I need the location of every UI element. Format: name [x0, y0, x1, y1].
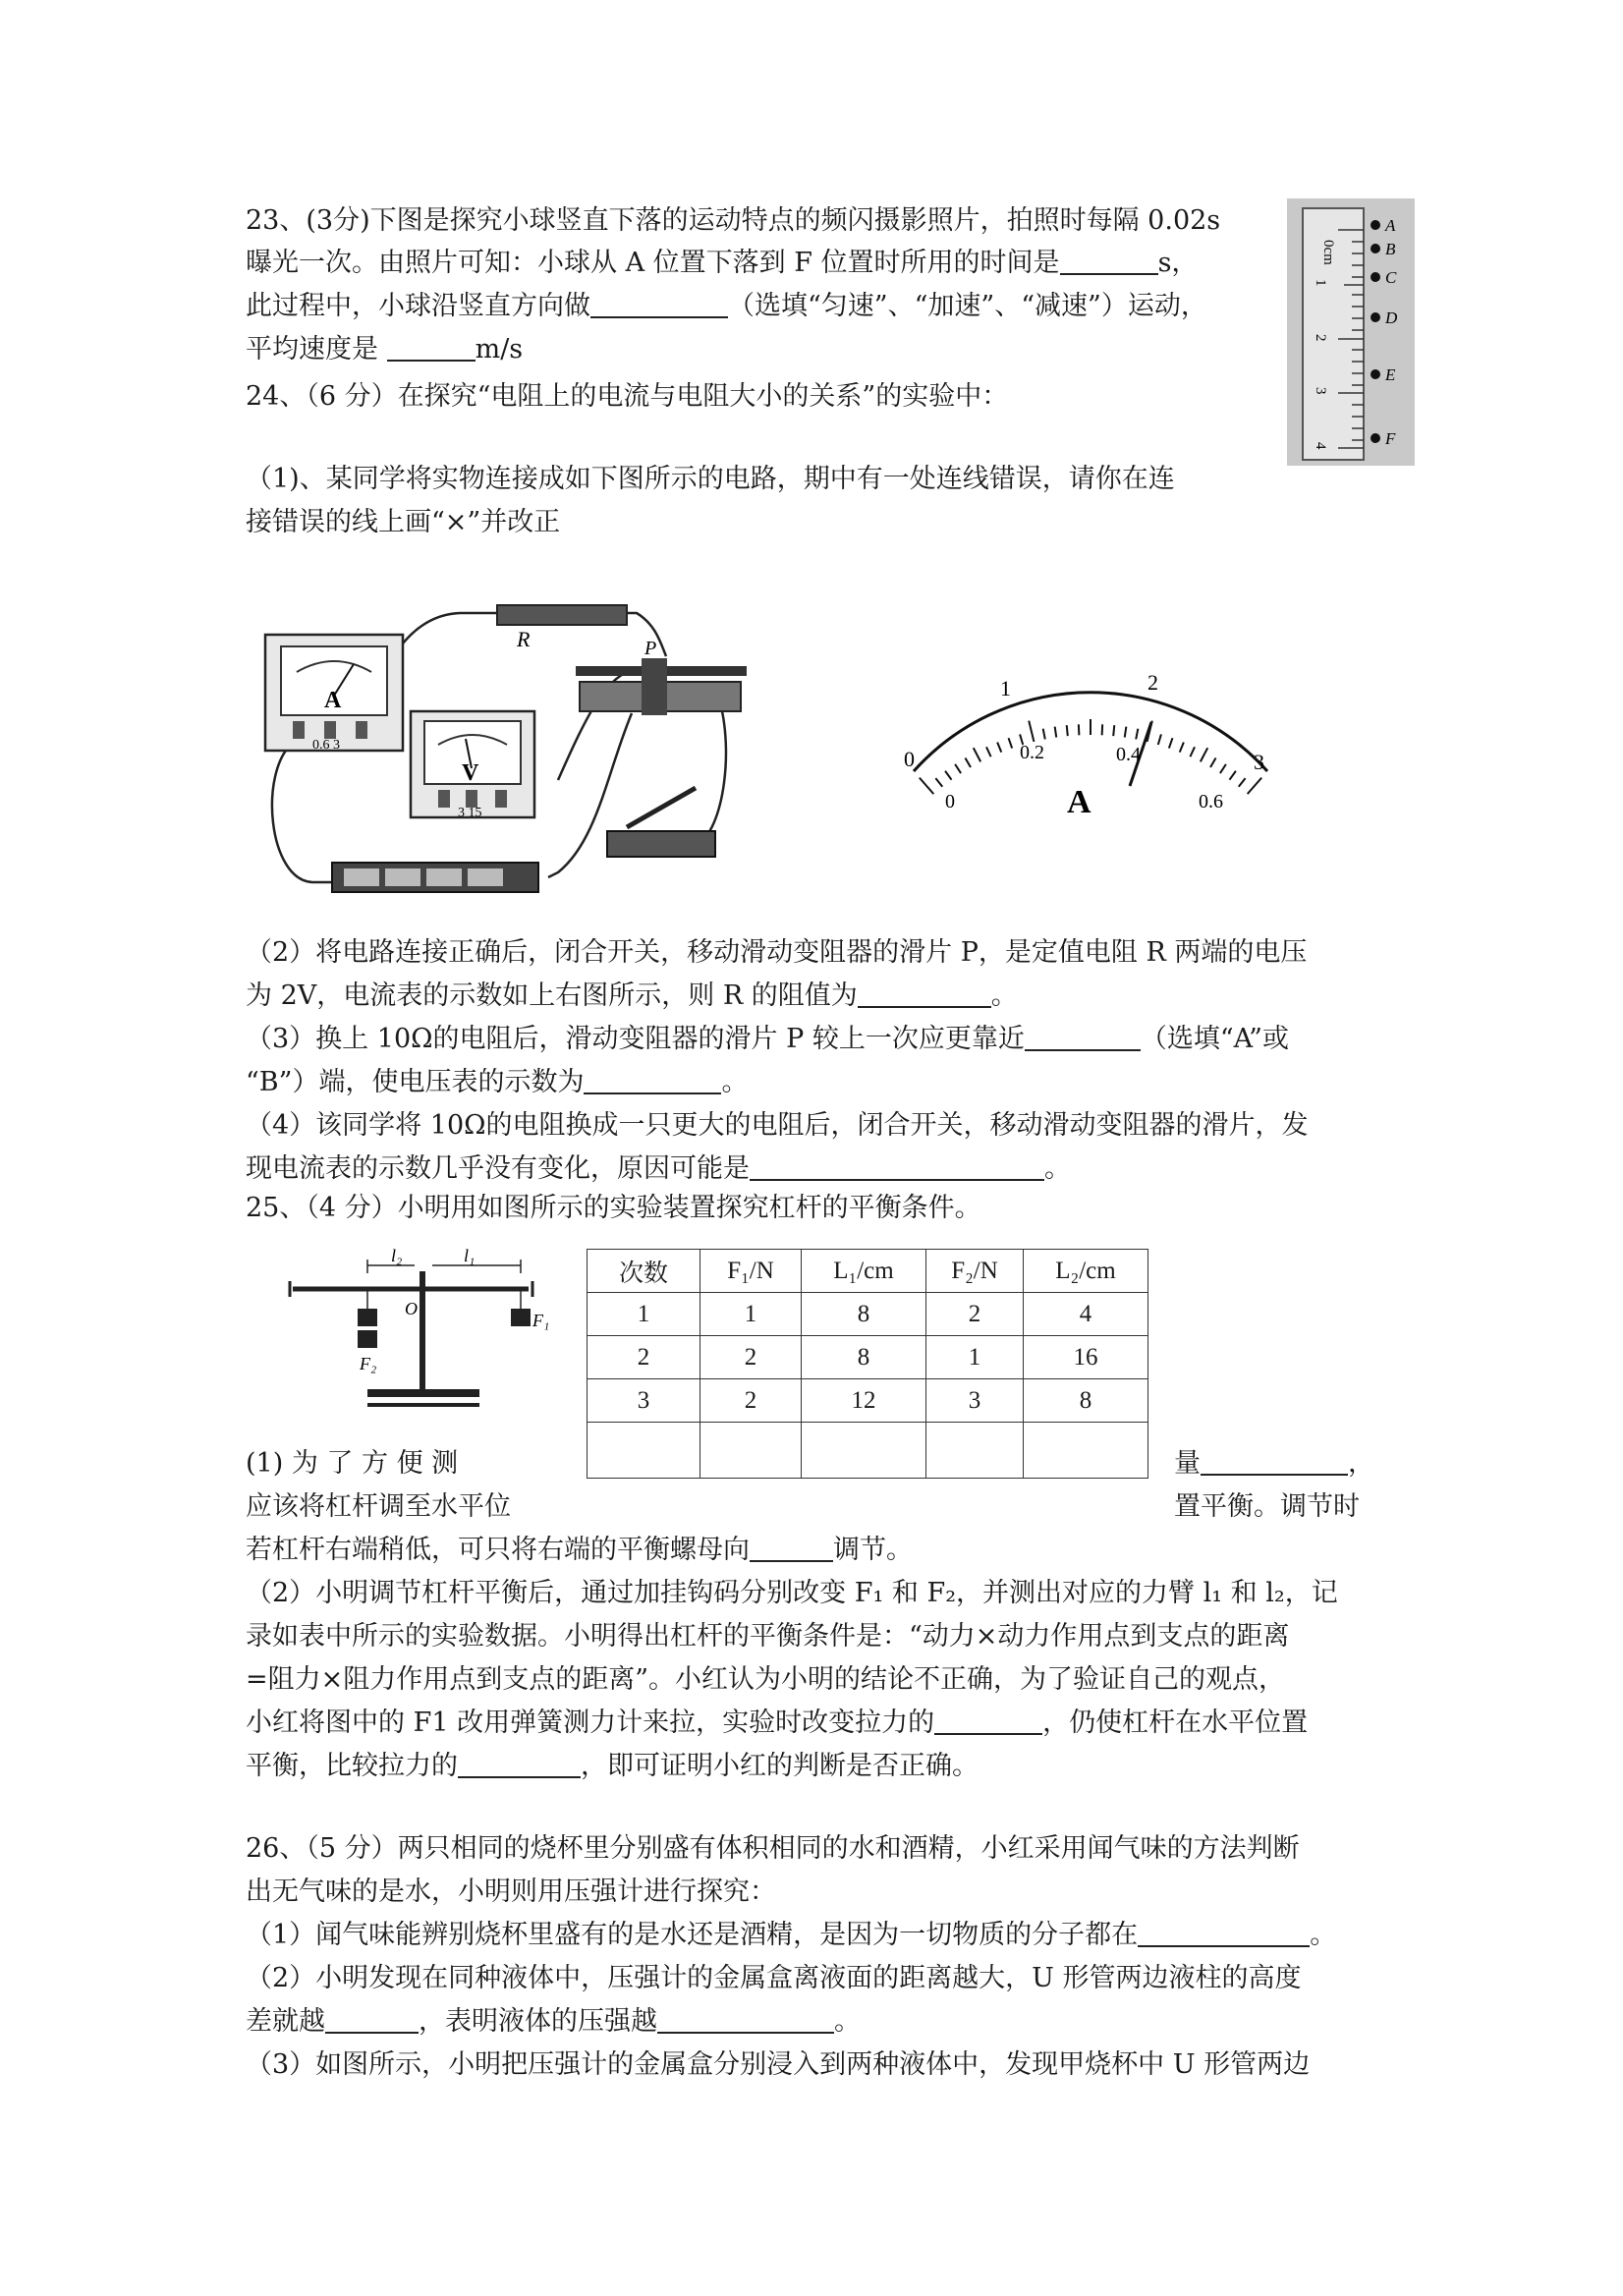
q23-line-4-text: 平均速度是 — [246, 334, 387, 364]
q25-measure-blank[interactable] — [1201, 1444, 1348, 1476]
dial-outer-0: 0 — [945, 791, 955, 812]
dial-drawing — [914, 693, 1267, 794]
q23-line-4-unit: m/s — [475, 334, 524, 364]
dial-tick — [974, 748, 980, 761]
dial-tick — [945, 771, 951, 780]
q25-p2-line-4-text: 小红将图中的 F1 改用弹簧测力计来拉，实验时改变拉力的 — [246, 1708, 935, 1738]
q24-direction-blank[interactable] — [1025, 1020, 1141, 1051]
q26-p1 — [246, 1916, 1336, 1955]
dial-tick — [1180, 742, 1184, 752]
q23-line-3 — [246, 287, 1207, 326]
table-cell: 1 — [926, 1336, 1024, 1379]
dial-tick — [1220, 764, 1226, 773]
dial-tick — [1210, 758, 1216, 767]
strobe-ruler-figure — [1287, 198, 1415, 466]
table-cell: 4 — [1024, 1293, 1148, 1336]
q23-line-2-text: 曝光一次。由照片可知：小球从 A 位置下落到 F 位置时所用的时间是 — [246, 248, 1060, 278]
dial-upper-1: 1 — [1000, 676, 1011, 700]
dial-inner-0-4: 0.4 — [1116, 744, 1141, 765]
ammeter-label: A — [324, 688, 342, 713]
dial-tick — [965, 758, 971, 767]
table-row — [588, 1293, 1148, 1336]
table-cell-empty — [802, 1423, 926, 1479]
dial-tick — [1190, 747, 1195, 756]
q23-line-3-text: 此过程中，小球沿竖直方向做 — [246, 291, 590, 321]
table-cell: 16 — [1024, 1336, 1148, 1379]
circuit-figure — [263, 595, 755, 902]
table-header-row — [588, 1250, 1148, 1293]
ball-label-b: B — [1385, 240, 1396, 258]
q26-p2-line-2-text: 差就越 — [246, 2006, 325, 2037]
q23-line-1: 23、(3分)下图是探究小球竖直下落的运动特点的频闪摄影照片，拍照时每隔 0.02s — [246, 205, 1221, 236]
ball-label-e: E — [1385, 365, 1396, 384]
q25-p2-line-3: =阻力×阻力作用点到支点的距离”。小红认为小明的结论不正确，为了验证自己的观点， — [246, 1664, 1286, 1695]
q25-p2-line-4 — [246, 1704, 1308, 1743]
q26-p1-text: （1）闻气味能辨别烧杯里盛有的是水还是酒精，是因为一切物质的分子都在 — [246, 1920, 1139, 1950]
ruler-tick-4: 4 — [1313, 442, 1328, 450]
dial-tick — [1201, 748, 1207, 761]
dial-tick — [1055, 727, 1057, 738]
q24-resistance-blank[interactable] — [858, 977, 991, 1008]
q24-line-2: （1)、某同学将实物连接成如下图所示的电路，期中有一处连线错误，请你在连 — [246, 464, 1175, 494]
ruler-cm-label: 0cm — [1320, 240, 1336, 265]
switch-lever — [627, 788, 696, 827]
q24-p2-line-2-end: 。 — [990, 980, 1018, 1011]
dial-tick — [1067, 725, 1068, 736]
weights — [358, 1309, 531, 1348]
table-cell: 1 — [700, 1293, 802, 1336]
q24-p3-line-1 — [246, 1020, 1289, 1059]
voltmeter-terminals: 3 15 — [458, 806, 482, 820]
q24-p4-line-1: （4）该同学将 10Ω的电阻换成一只更大的电阻后，闭合开关，移动滑动变阻器的滑片，发 — [246, 1110, 1309, 1141]
q25-p1-left-2: 应该将杠杆调至水平位 — [246, 1491, 511, 1522]
dial-tick — [1043, 729, 1045, 740]
q24-p4-line-2-text: 现电流表的示数几乎没有变化，原因可能是 — [246, 1153, 750, 1184]
dial-tick — [997, 742, 1001, 752]
table-cell: 8 — [1024, 1379, 1148, 1423]
dial-tick — [1009, 738, 1013, 748]
q23-time-blank[interactable] — [1060, 244, 1158, 275]
table-row — [588, 1379, 1148, 1423]
table-header: F₁/N — [700, 1250, 802, 1293]
dial-tick — [1136, 729, 1138, 740]
dial-tick — [1239, 778, 1246, 787]
q25-p1-line-3 — [246, 1531, 913, 1570]
q23-line-4 — [246, 330, 523, 369]
table-cell: 2 — [700, 1336, 802, 1379]
dial-tick — [1113, 725, 1114, 736]
q23-line-2 — [246, 244, 1198, 283]
q23-line-3-options: （选填“匀速”、“加速”、“减速”）运动， — [728, 291, 1207, 321]
q26-p3-line-1: （3）如图所示，小明把压强计的金属盒分别浸入到两种液体中，发现甲烧杯中 U 形管两边 — [246, 2049, 1311, 2080]
q24-p3-line-2-end: 。 — [721, 1067, 749, 1097]
q26-p2-line-2 — [246, 2002, 861, 2042]
q25-line-1: 25、（4 分）小明用如图所示的实验装置探究杠杆的平衡条件。 — [246, 1193, 981, 1223]
q25-p1-right-1-text: 量 — [1174, 1448, 1201, 1479]
q25-direction-blank[interactable] — [750, 1531, 833, 1562]
table-cell: 2 — [588, 1336, 700, 1379]
table-cell-empty — [588, 1423, 700, 1479]
q23-motion-blank[interactable] — [590, 287, 728, 318]
ammeter-terminals: 0.6 3 — [312, 738, 340, 753]
lever-data-table — [587, 1249, 1148, 1479]
q24-line-1: 24、（6 分）在探究“电阻上的电流与电阻大小的关系”的实验中： — [246, 381, 1009, 412]
q24-line-3: 接错误的线上画“×”并改正 — [246, 507, 561, 537]
q24-p3-line-2 — [246, 1063, 748, 1102]
q25-p2-line-5 — [246, 1747, 979, 1786]
q24-reason-blank[interactable] — [750, 1149, 1044, 1181]
table-header: F₂/N — [926, 1250, 1024, 1293]
q26-line-1: 26、（5 分）两只相同的烧杯里分别盛有体积相同的水和酒精，小红采用闻气味的方法判断 — [246, 1833, 1300, 1864]
q24-p3-line-1-text: （3）换上 10Ω的电阻后，滑动变阻器的滑片 P 较上一次应更靠近 — [246, 1024, 1025, 1054]
dial-upper-3: 3 — [1254, 750, 1264, 774]
q25-force-compare-blank[interactable] — [458, 1747, 581, 1778]
q25-p2-line-1: （2）小明调节杠杆平衡后，通过加挂钩码分别改变 F₁ 和 F₂，并测出对应的力臂 l₁ 和 l₂，记 — [246, 1578, 1338, 1608]
dial-upper-2: 2 — [1147, 670, 1158, 695]
q24-p4-line-2-end: 。 — [1044, 1153, 1071, 1184]
dial-tick — [1125, 727, 1127, 738]
q23-speed-blank[interactable] — [387, 330, 476, 362]
table-cell: 8 — [802, 1336, 926, 1379]
table-cell: 2 — [700, 1379, 802, 1423]
switch-base — [607, 831, 715, 857]
dial-tick — [1029, 721, 1034, 742]
q25-p2-line-5-text: 平衡，比较拉力的 — [246, 1751, 458, 1781]
lever-figure — [285, 1248, 550, 1417]
dial-tick — [1169, 738, 1173, 748]
table-cell-empty — [926, 1423, 1024, 1479]
q25-p1-line-3-end: 调节。 — [833, 1535, 913, 1565]
q25-p1-line-3-text: 若杠杆右端稍低，可只将右端的平衡螺母向 — [246, 1535, 750, 1565]
table-cell: 3 — [926, 1379, 1024, 1423]
table-cell-empty — [1024, 1423, 1148, 1479]
rheostat-slider — [642, 658, 667, 715]
q24-p2-line-2 — [246, 977, 1018, 1016]
lever-l1-label: l₁ — [464, 1248, 476, 1265]
dial-tick — [1102, 724, 1103, 735]
q26-p2-line-2-mid: ，表明液体的压强越 — [419, 2006, 657, 2037]
q26-molecule-blank[interactable] — [1138, 1916, 1310, 1947]
ruler-tick-3: 3 — [1313, 387, 1328, 395]
table-row — [588, 1336, 1148, 1379]
dial-tick — [1079, 724, 1080, 735]
q24-p2-line-2-text: 为 2V，电流表的示数如上右图所示，则 R 的阻值为 — [246, 980, 858, 1011]
lever-l2-label: l₂ — [391, 1248, 403, 1265]
table-empty-row — [588, 1423, 1148, 1479]
q23-line-2-unit: s， — [1157, 248, 1199, 278]
q26-p1-end: 。 — [1310, 1920, 1337, 1950]
q24-p2-line-1: （2）将电路连接正确后，闭合开关，移动滑动变阻器的滑片 P，是定值电阻 R 两端的电压 — [246, 937, 1308, 968]
voltmeter-label: V — [462, 760, 479, 786]
q25-p1-right-1 — [1174, 1444, 1374, 1484]
q25-p2-line-4-end: ，仍使杠杆在水平位置 — [1042, 1708, 1309, 1738]
q26-height-blank[interactable] — [325, 2002, 419, 2034]
table-cell: 12 — [802, 1379, 926, 1423]
dial-tick — [986, 747, 991, 756]
ruler-tick-2: 2 — [1313, 334, 1328, 342]
dial-tick — [1248, 778, 1262, 795]
ammeter-dial-figure — [884, 668, 1297, 835]
ball-label-a: A — [1385, 216, 1396, 235]
dial-tick — [935, 778, 942, 787]
dial-zero-upper: 0 — [904, 747, 915, 771]
table-cell: 8 — [802, 1293, 926, 1336]
table-header: L₁/cm — [802, 1250, 926, 1293]
table-cell: 2 — [926, 1293, 1024, 1336]
table-cell: 1 — [588, 1293, 700, 1336]
q26-line-2: 出无气味的是水，小明则用压强计进行探究： — [246, 1876, 776, 1907]
q25-p2-line-5-end: ，即可证明小红的判断是否正确。 — [581, 1751, 979, 1781]
table-cell: 3 — [588, 1379, 700, 1423]
dial-tick — [955, 764, 961, 773]
table-cell-empty — [700, 1423, 802, 1479]
slider-label: P — [644, 638, 657, 659]
dial-inner-0-2: 0.2 — [1020, 742, 1044, 763]
table-header: L₂/cm — [1024, 1250, 1148, 1293]
resistor-label: R — [517, 627, 531, 651]
ball-label-f: F — [1385, 429, 1396, 448]
resistor-r — [497, 605, 627, 625]
lever-drawing — [290, 1260, 532, 1405]
q24-voltage-blank[interactable] — [584, 1063, 721, 1094]
dial-outer-0-6: 0.6 — [1199, 791, 1223, 812]
q25-p1-right-2: 置平衡。调节时 — [1174, 1491, 1360, 1522]
dial-unit-label: A — [1067, 784, 1091, 820]
ball-label-c: C — [1385, 268, 1397, 287]
q25-p1-right-1-end: ， — [1348, 1448, 1374, 1479]
lever-f1-label: F₁ — [532, 1311, 550, 1330]
ruler-tick-1: 1 — [1313, 279, 1328, 287]
q25-p1-left-1: (1) 为 了 方 便 测 — [246, 1448, 459, 1479]
q26-pressure-blank[interactable] — [657, 2002, 834, 2034]
lever-pivot-label: O — [405, 1299, 418, 1318]
lever-f2-label: F₂ — [360, 1354, 377, 1373]
ball-label-d: D — [1385, 308, 1398, 327]
q24-p3-line-2-text: “B”）端，使电压表的示数为 — [246, 1067, 585, 1097]
q26-p2-line-2-end: 。 — [834, 2006, 861, 2037]
dial-tick — [1158, 734, 1161, 745]
dial-tick — [920, 778, 934, 795]
q24-p3-line-1-options: （选填“A”或 — [1140, 1024, 1289, 1054]
dial-tick — [1229, 771, 1235, 780]
q26-p2-line-1: （2）小明发现在同种液体中，压强计的金属盒离液面的距离越大，U 形管两边液柱的高度 — [246, 1963, 1302, 1993]
q24-p4-line-2 — [246, 1149, 1071, 1189]
q25-p2-line-2: 录如表中所示的实验数据。小明得出杠杆的平衡条件是：“动力×动力作用点到支点的距离 — [246, 1621, 1290, 1652]
q25-force-change-blank[interactable] — [934, 1704, 1042, 1735]
table-header: 次数 — [588, 1250, 700, 1293]
